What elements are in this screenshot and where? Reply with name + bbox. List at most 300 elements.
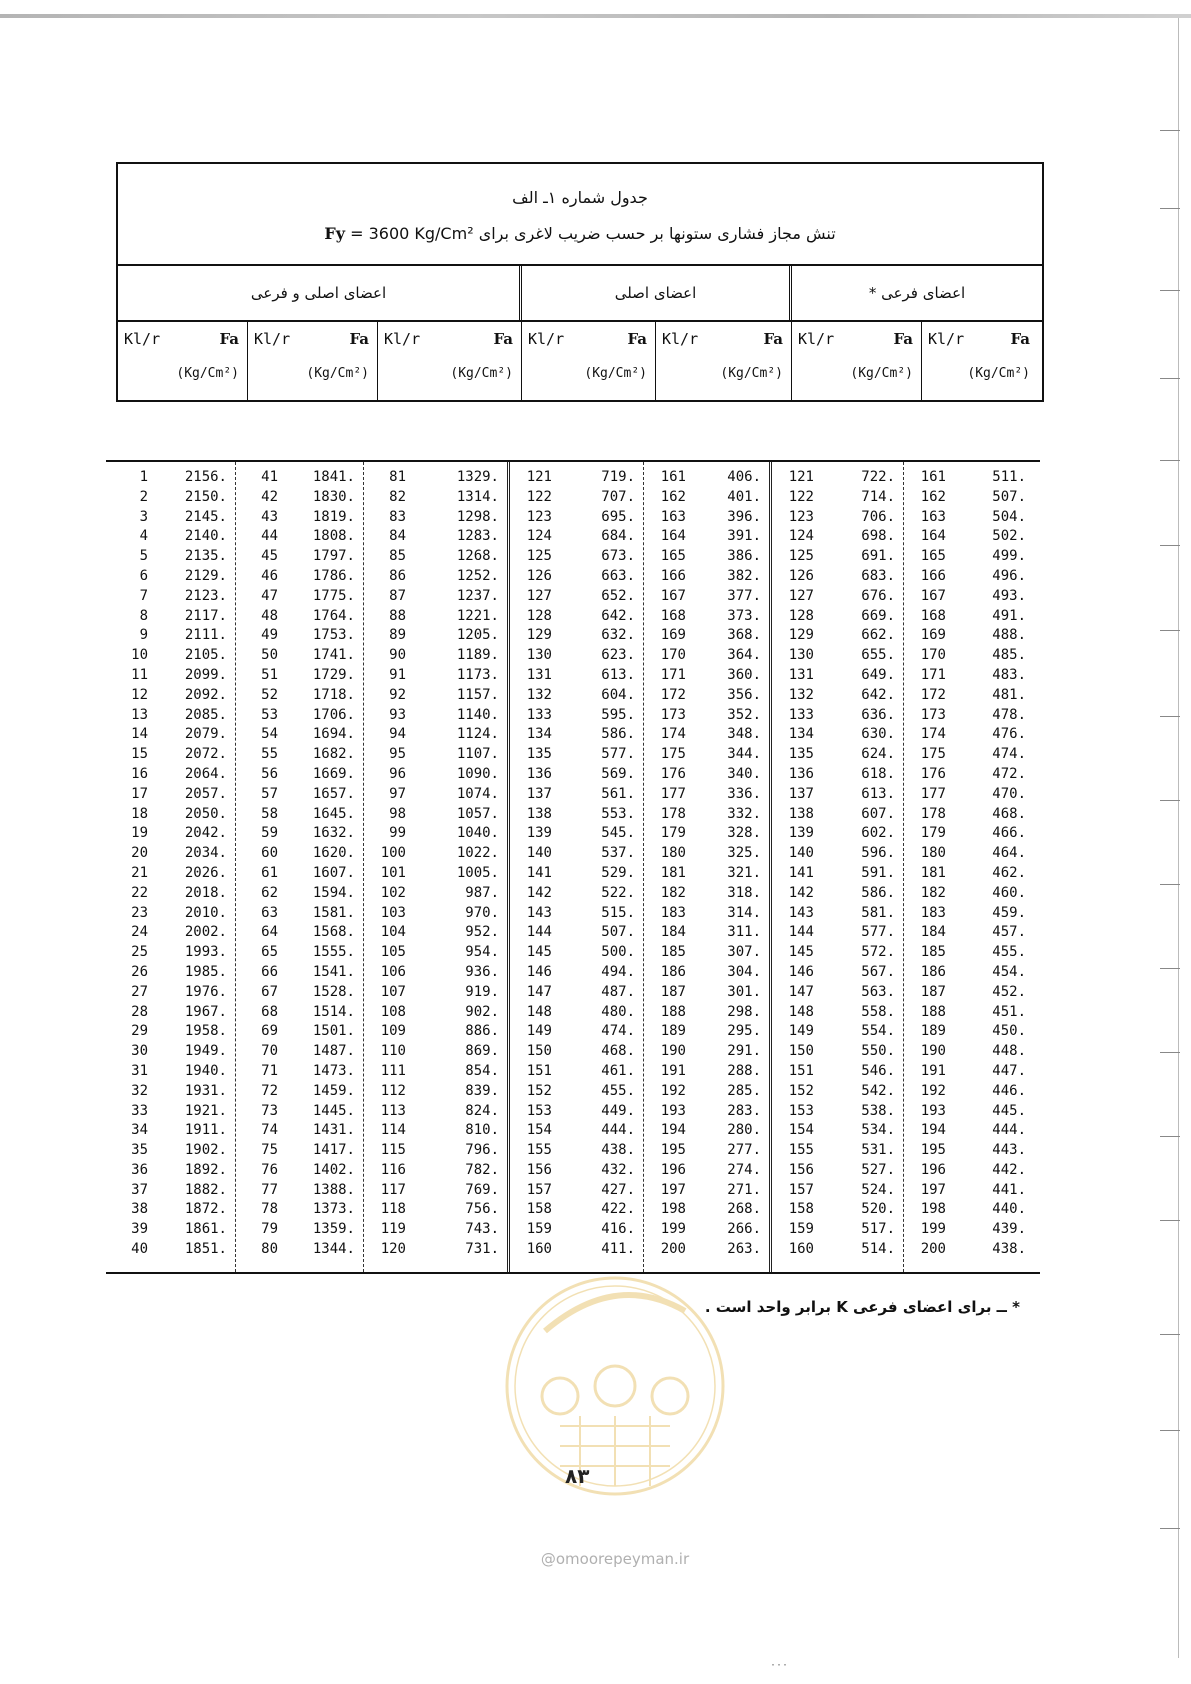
fa-value: 1205. — [456, 627, 499, 644]
kl-r-value: 161 — [660, 469, 686, 485]
fa-value: 447. — [992, 1062, 1026, 1079]
table-row — [644, 1022, 769, 1042]
kl-r-value: 11 — [131, 666, 148, 683]
table-row — [106, 626, 235, 646]
kl-r-value: 157 — [526, 1181, 552, 1198]
table-row — [772, 1082, 903, 1102]
fa-value: 488. — [992, 627, 1026, 644]
table-row — [904, 1181, 1034, 1201]
kl-r-value: 109 — [380, 1023, 406, 1040]
fa-value: 1344. — [312, 1241, 355, 1258]
fa-value: 2150. — [184, 488, 227, 505]
kl-r-value: 141 — [526, 864, 552, 881]
unit-label: (Kg/Cm²) — [306, 366, 369, 381]
kl-r-value: 126 — [788, 567, 814, 584]
table-row — [510, 666, 643, 686]
fa-value: 1645. — [312, 805, 355, 822]
table-row — [364, 607, 507, 627]
fa-value: 440. — [992, 1201, 1026, 1218]
fa-value: 1040. — [456, 825, 499, 842]
fa-value: 1764. — [312, 607, 355, 624]
kl-r-value: 154 — [526, 1122, 552, 1139]
table-row — [904, 468, 1034, 488]
kl-r-value: 78 — [261, 1201, 278, 1218]
fa-value: 662. — [861, 627, 895, 644]
edge-mark — [1160, 800, 1180, 801]
kl-r-value: 116 — [380, 1161, 406, 1178]
table-row — [772, 666, 903, 686]
table-row — [364, 963, 507, 983]
table-row — [364, 943, 507, 963]
table-row — [772, 1003, 903, 1023]
kl-r-value: 184 — [660, 924, 686, 941]
kl-r-value: 94 — [389, 726, 406, 743]
table-row — [236, 1181, 363, 1201]
fa-label: Fa — [893, 330, 913, 348]
fa-value: 314. — [727, 904, 761, 921]
kl-r-value: 150 — [788, 1043, 814, 1060]
kl-r-value: 160 — [788, 1241, 814, 1258]
table-row — [236, 805, 363, 825]
table-row — [236, 1022, 363, 1042]
table-row — [772, 1181, 903, 1201]
table-row — [364, 488, 507, 508]
table-row — [644, 626, 769, 646]
kl-r-value: 110 — [380, 1043, 406, 1060]
fa-value: 602. — [861, 825, 895, 842]
kl-r-value: 52 — [261, 686, 278, 703]
fa-value: 1568. — [312, 924, 355, 941]
kl-r-value: 154 — [788, 1122, 814, 1139]
table-row — [904, 785, 1034, 805]
fa-value: 1797. — [312, 548, 355, 565]
kl-r-value: 174 — [660, 726, 686, 743]
fa-value: 591. — [861, 864, 895, 881]
table-row — [364, 923, 507, 943]
table-row — [106, 844, 235, 864]
fa-value: 451. — [992, 1003, 1026, 1020]
table-row — [364, 824, 507, 844]
kl-r-value: 104 — [380, 924, 406, 941]
fa-value: 1976. — [184, 983, 227, 1000]
fa-value: 1417. — [312, 1142, 355, 1159]
table-row — [904, 626, 1034, 646]
kl-r-value: 183 — [660, 904, 686, 921]
kl-r-value: 98 — [389, 805, 406, 822]
kl-r-value: 143 — [788, 904, 814, 921]
kl-r-value: 29 — [131, 1023, 148, 1040]
table-row — [644, 765, 769, 785]
table-row — [236, 785, 363, 805]
fa-value: 1861. — [184, 1221, 227, 1238]
fa-value: 500. — [601, 944, 635, 961]
table-row — [236, 626, 363, 646]
fa-value: 607. — [861, 805, 895, 822]
table-row — [510, 488, 643, 508]
table-row — [904, 1220, 1034, 1240]
fa-value: 491. — [992, 607, 1026, 624]
fa-value: 1786. — [312, 567, 355, 584]
table-row — [236, 1003, 363, 1023]
fa-value: 1718. — [312, 686, 355, 703]
page-number: ۸۳ — [565, 1464, 590, 1488]
kl-r-value: 96 — [389, 765, 406, 782]
kl-r-value: 159 — [788, 1221, 814, 1238]
kl-r-value: 77 — [261, 1181, 278, 1198]
fa-value: 1657. — [312, 785, 355, 802]
fa-value: 1632. — [312, 825, 355, 842]
kl-r-value: 170 — [660, 647, 686, 664]
kl-r-value: 151 — [526, 1062, 552, 1079]
table-row — [904, 745, 1034, 765]
kl-r-value: 167 — [920, 587, 946, 604]
kl-r-value: 148 — [526, 1003, 552, 1020]
fa-value: 1931. — [184, 1082, 227, 1099]
table-row — [510, 547, 643, 567]
fa-value: 368. — [727, 627, 761, 644]
kl-r-value: 132 — [526, 686, 552, 703]
table-row — [644, 587, 769, 607]
fa-value: 1501. — [312, 1023, 355, 1040]
fa-value: 613. — [601, 666, 635, 683]
fa-value: 478. — [992, 706, 1026, 723]
column-header — [656, 322, 792, 400]
table-row — [106, 508, 235, 528]
kl-r-value: 194 — [920, 1122, 946, 1139]
table-row — [236, 567, 363, 587]
kl-r-label: Kl/r — [124, 330, 161, 348]
table-row — [772, 864, 903, 884]
fa-value: 266. — [727, 1221, 761, 1238]
kl-r-value: 189 — [660, 1023, 686, 1040]
kl-r-value: 1 — [139, 469, 148, 485]
table-row — [772, 646, 903, 666]
kl-r-value: 54 — [261, 726, 278, 743]
table-row — [106, 745, 235, 765]
table-row — [772, 626, 903, 646]
kl-r-value: 191 — [660, 1062, 686, 1079]
fa-value: 743. — [465, 1221, 499, 1238]
kl-r-value: 34 — [131, 1122, 148, 1139]
kl-r-value: 38 — [131, 1201, 148, 1218]
table-row — [510, 884, 643, 904]
table-row — [364, 567, 507, 587]
table-row — [106, 864, 235, 884]
table-row — [236, 1042, 363, 1062]
fa-value: 886. — [465, 1023, 499, 1040]
kl-r-value: 44 — [261, 528, 278, 545]
table-row — [364, 1200, 507, 1220]
table-row — [772, 963, 903, 983]
fa-value: 474. — [601, 1023, 635, 1040]
table-row — [510, 527, 643, 547]
kl-r-value: 184 — [920, 924, 946, 941]
table-row — [510, 567, 643, 587]
table-row — [106, 1042, 235, 1062]
fa-value: 336. — [727, 785, 761, 802]
table-row — [236, 1062, 363, 1082]
kl-r-value: 62 — [261, 884, 278, 901]
kl-r-value: 65 — [261, 944, 278, 961]
fy-symbol: Fy — [324, 224, 345, 243]
kl-r-value: 198 — [660, 1201, 686, 1218]
fa-value: 511. — [992, 469, 1026, 485]
kl-r-value: 8 — [139, 607, 148, 624]
table-row — [904, 1082, 1034, 1102]
table-row — [510, 765, 643, 785]
kl-r-value: 113 — [380, 1102, 406, 1119]
kl-r-value: 156 — [526, 1161, 552, 1178]
table-row — [644, 686, 769, 706]
fa-label: Fa — [493, 330, 513, 348]
kl-r-value: 114 — [380, 1122, 406, 1139]
data-column — [772, 462, 904, 1272]
table-row — [364, 884, 507, 904]
kl-r-value: 30 — [131, 1043, 148, 1060]
fa-value: 1090. — [456, 765, 499, 782]
fa-value: 483. — [992, 666, 1026, 683]
table-row — [510, 1062, 643, 1082]
table-row — [106, 567, 235, 587]
table-row — [772, 765, 903, 785]
fa-value: 504. — [992, 508, 1026, 525]
table-row — [106, 1240, 235, 1260]
fa-value: 1669. — [312, 765, 355, 782]
kl-r-value: 159 — [526, 1221, 552, 1238]
kl-r-value: 61 — [261, 864, 278, 881]
fa-value: 538. — [861, 1102, 895, 1119]
table-row — [106, 983, 235, 1003]
table-row — [644, 527, 769, 547]
table-row — [772, 844, 903, 864]
table-row — [364, 686, 507, 706]
fa-value: 796. — [465, 1142, 499, 1159]
fa-value: 318. — [727, 884, 761, 901]
fa-value: 386. — [727, 548, 761, 565]
fa-value: 1555. — [312, 944, 355, 961]
fa-value: 517. — [861, 1221, 895, 1238]
fa-value: 1022. — [456, 845, 499, 862]
fa-value: 954. — [465, 944, 499, 961]
table-row — [364, 864, 507, 884]
fa-value: 691. — [861, 548, 895, 565]
kl-r-value: 158 — [788, 1201, 814, 1218]
kl-r-value: 59 — [261, 825, 278, 842]
scan-edge — [0, 14, 1191, 18]
table-row — [364, 1062, 507, 1082]
fa-value: 1594. — [312, 884, 355, 901]
fa-value: 586. — [861, 884, 895, 901]
fa-value: 2092. — [184, 686, 227, 703]
table-row — [106, 1141, 235, 1161]
fa-value: 263. — [727, 1241, 761, 1258]
kl-r-value: 171 — [660, 666, 686, 683]
kl-r-label: Kl/r — [928, 330, 965, 348]
kl-r-value: 199 — [660, 1221, 686, 1238]
kl-r-value: 26 — [131, 963, 148, 980]
kl-r-value: 148 — [788, 1003, 814, 1020]
table-row — [364, 1022, 507, 1042]
kl-r-value: 90 — [389, 647, 406, 664]
table-row — [904, 963, 1034, 983]
table-row — [644, 844, 769, 864]
table-row — [644, 1062, 769, 1082]
kl-r-value: 22 — [131, 884, 148, 901]
kl-r-value: 134 — [788, 726, 814, 743]
kl-r-value: 85 — [389, 548, 406, 565]
kl-r-value: 179 — [660, 825, 686, 842]
fa-value: 613. — [861, 785, 895, 802]
fa-value: 352. — [727, 706, 761, 723]
edge-mark — [1160, 1430, 1180, 1431]
fa-value: 2099. — [184, 666, 227, 683]
fa-value: 442. — [992, 1161, 1026, 1178]
kl-r-value: 163 — [660, 508, 686, 525]
table-row — [510, 963, 643, 983]
table-row — [364, 1082, 507, 1102]
kl-r-value: 164 — [920, 528, 946, 545]
kl-r-value: 176 — [920, 765, 946, 782]
kl-r-value: 191 — [920, 1062, 946, 1079]
fa-value: 438. — [992, 1241, 1026, 1258]
table-row — [904, 1200, 1034, 1220]
fa-label: Fa — [1010, 330, 1030, 348]
kl-r-value: 146 — [788, 963, 814, 980]
kl-r-value: 185 — [920, 944, 946, 961]
kl-r-value: 105 — [380, 944, 406, 961]
kl-r-value: 142 — [526, 884, 552, 901]
fa-label: Fa — [763, 330, 783, 348]
fa-value: 987. — [465, 884, 499, 901]
kl-r-value: 135 — [526, 746, 552, 763]
table-row — [904, 1161, 1034, 1181]
kl-r-label: Kl/r — [528, 330, 565, 348]
fa-value: 470. — [992, 785, 1026, 802]
kl-r-value: 175 — [920, 746, 946, 763]
fa-value: 756. — [465, 1201, 499, 1218]
fa-value: 2079. — [184, 726, 227, 743]
fa-value: 443. — [992, 1142, 1026, 1159]
table-row — [364, 1181, 507, 1201]
table-row — [772, 706, 903, 726]
kl-r-value: 24 — [131, 924, 148, 941]
table-row — [364, 626, 507, 646]
fa-value: 1124. — [456, 726, 499, 743]
table-row — [904, 706, 1034, 726]
fa-value: 1819. — [312, 508, 355, 525]
fa-value: 311. — [727, 924, 761, 941]
kl-r-value: 195 — [660, 1142, 686, 1159]
table-row — [510, 864, 643, 884]
kl-r-value: 133 — [788, 706, 814, 723]
fa-value: 1074. — [456, 785, 499, 802]
fa-value: 356. — [727, 686, 761, 703]
table-row — [510, 745, 643, 765]
kl-r-value: 173 — [920, 706, 946, 723]
fa-value: 472. — [992, 765, 1026, 782]
kl-r-value: 127 — [526, 587, 552, 604]
fa-value: 1985. — [184, 963, 227, 980]
table-row — [772, 547, 903, 567]
kl-r-value: 102 — [380, 884, 406, 901]
table-row — [904, 508, 1034, 528]
kl-r-value: 35 — [131, 1142, 148, 1159]
table-row — [510, 824, 643, 844]
kl-r-value: 121 — [526, 469, 552, 485]
fa-value: 558. — [861, 1003, 895, 1020]
table-row — [772, 1042, 903, 1062]
kl-r-value: 181 — [660, 864, 686, 881]
table-row — [106, 1220, 235, 1240]
kl-r-value: 200 — [660, 1241, 686, 1258]
table-row — [236, 547, 363, 567]
fa-value: 2135. — [184, 548, 227, 565]
table-row — [644, 745, 769, 765]
table-row — [106, 1022, 235, 1042]
fa-value: 364. — [727, 647, 761, 664]
kl-r-value: 130 — [526, 647, 552, 664]
fa-value: 1487. — [312, 1043, 355, 1060]
fa-value: 298. — [727, 1003, 761, 1020]
kl-r-value: 200 — [920, 1241, 946, 1258]
table-row — [644, 607, 769, 627]
kl-r-value: 92 — [389, 686, 406, 703]
fa-value: 636. — [861, 706, 895, 723]
fa-value: 271. — [727, 1181, 761, 1198]
table-row — [106, 646, 235, 666]
kl-r-value: 145 — [526, 944, 552, 961]
kl-r-value: 37 — [131, 1181, 148, 1198]
fa-label: Fa — [627, 330, 647, 348]
column-header — [118, 322, 248, 400]
unit-label: (Kg/Cm²) — [584, 366, 647, 381]
table-row — [510, 1181, 643, 1201]
kl-r-label: Kl/r — [384, 330, 421, 348]
fa-value: 325. — [727, 845, 761, 862]
fa-value: 514. — [861, 1241, 895, 1258]
table-row — [772, 1200, 903, 1220]
table-row — [236, 1240, 363, 1260]
fa-value: 1940. — [184, 1062, 227, 1079]
fa-value: 406. — [727, 469, 761, 485]
kl-r-value: 71 — [261, 1062, 278, 1079]
fa-value: 1221. — [456, 607, 499, 624]
table-row — [904, 527, 1034, 547]
table-row — [904, 1062, 1034, 1082]
table-row — [772, 1102, 903, 1122]
kl-r-value: 68 — [261, 1003, 278, 1020]
kl-r-value: 188 — [920, 1003, 946, 1020]
table-row — [106, 488, 235, 508]
kl-r-value: 120 — [380, 1241, 406, 1258]
kl-r-value: 12 — [131, 686, 148, 703]
fa-label: Fa — [349, 330, 369, 348]
fa-value: 1388. — [312, 1181, 355, 1198]
fa-value: 2140. — [184, 528, 227, 545]
table-row — [106, 904, 235, 924]
fa-value: 1359. — [312, 1221, 355, 1238]
fa-value: 550. — [861, 1043, 895, 1060]
kl-r-value: 186 — [920, 963, 946, 980]
fa-value: 707. — [601, 488, 635, 505]
fa-value: 522. — [601, 884, 635, 901]
kl-r-value: 4 — [139, 528, 148, 545]
fa-value: 499. — [992, 548, 1026, 565]
table-row — [772, 1161, 903, 1181]
kl-r-value: 25 — [131, 944, 148, 961]
fa-value: 673. — [601, 548, 635, 565]
fa-value: 577. — [601, 746, 635, 763]
